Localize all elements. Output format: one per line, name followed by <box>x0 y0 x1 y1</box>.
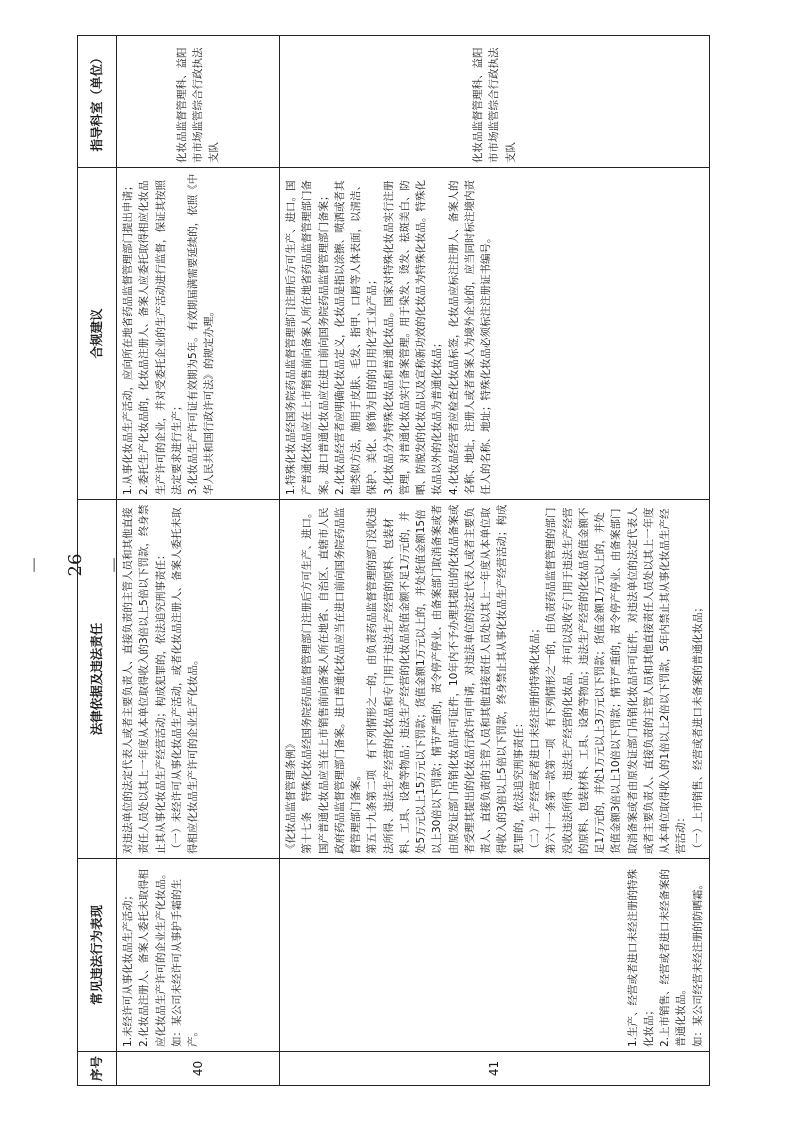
row-dept: 化妆品监督管理科、益阳市市场监管综合行政执法支队 <box>117 36 280 168</box>
row-seq: 41 <box>280 1052 710 1086</box>
row-behavior <box>117 859 280 1052</box>
legal-paragraph: （一）上市销售、经营或者进口未备案的普通化妆品； <box>691 602 704 854</box>
legal-paragraph: （一）未经许可从事化妆品生产活动，或者化妆品注册人、备案人委托未取得相应化妆品生产许可的企业生产化妆品。 <box>170 507 200 854</box>
legal-paragraph: 第五十九条第二项 有下列情形之一的，由负责药品监督管理的部门没收违法所得、违法生产经营的化妆品和专门用于违法生产经营的原料、包装材料、工具、设备等物品；违法生产经营的化妆品货值金额不足1万元的，并处5万元以上15万元以下罚款；货值金额1万元以上的，并处货值金额15倍以上30倍以下罚款；情节严重的，责令停产停业、由备案部门取消备案或者由原发证部门吊销化妆品许可证件，10年内不予办理其提出的化妆品备案或者受理其提出的化妆品行政许可申请，对违法单位的法定代表人或者主要负责人、直接负责的主管人员和其他直接责任人员处以其上一年度从本单位取得收入的3倍以上5倍以下罚款，终身禁止其从事化妆品生产经营活动；构成犯罪的，依法追究刑事责任： <box>366 504 525 854</box>
header-seq: 序号 <box>78 1052 117 1086</box>
row-legal <box>280 500 710 859</box>
table-row <box>117 36 280 1086</box>
legal-paragraph: 《化妆品监督管理条例》 <box>285 738 297 854</box>
row-legal <box>117 500 280 859</box>
row-seq: 40 <box>117 1052 280 1086</box>
advice-paragraph: 4.化妆品经营者应检查化妆品标签，化妆品应标注注册人、备案人的名称、地址，注册人或者备案人为境外企业的，应当同时标注境内责任人的名称、地址；特殊化妆品必须标注注册证书编号。 <box>447 180 493 495</box>
behavior-example: 如：某公司经营未经注册的防晒霜。 <box>691 879 704 1047</box>
legal-paragraph: 对违法单位的法定代表人或者主要负责人、直接负责的主管人员和其他直接责任人员处以其上一年度从本单位取得收入的3倍以上5倍以下罚款，终身禁止其从事化妆品生产经营活动；构成犯罪的，依法追究刑事责任： <box>122 504 167 854</box>
header-behavior: 常见违法行为表现 <box>78 859 117 1052</box>
page-number: － 26 － <box>25 553 126 577</box>
advice-paragraph: 3.化妆品生产许可证有效期为5年。有效期届满需要延续的，依照《中华人民共和国行政许可法》的规定办理。 <box>187 173 216 495</box>
regulation-table <box>77 35 710 1086</box>
advice-paragraph: 2.委托生产化妆品的，化妆品注册人、备案人应委托取得相应化妆品生产许可的企业，并对受委托企业的生产活动进行监督，保证其按照法定要求进行生产； <box>138 180 183 495</box>
behavior-example: 如：某公司未经许可从事护手霜的生产。 <box>170 879 200 1047</box>
row-advice <box>117 168 280 500</box>
legal-paragraph: 第六十一条第一款第一项 有下列情形之一的，由负责药品监督管理的部门没收违法所得、违法生产经营的化妆品，并可以没收专门用于违法生产经营的原料、包装材料、工具、设备等物品；违法生产经营的化妆品货值金额不足1万元的，并处1万元以上3万元以下罚款；货值金额1万元以上的，并处货值金额3倍以上10倍以下罚款；情节严重的，责令停产停业、由备案部门取消备案或者由原发证部门吊销化妆品许可证件，对违法单位的法定代表人或者主要负责人、直接负责的主管人员和其他直接责任人员处以其上一年度从本单位取得收入的1倍以上2倍以下罚款，5年内禁止其从事化妆品生产经营活动： <box>545 507 688 854</box>
row-advice <box>280 168 710 500</box>
legal-paragraph: （二）生产经营或者进口未经注册的特殊化妆品； <box>528 623 541 854</box>
row-behavior <box>280 859 710 1052</box>
advice-paragraph: 1.特殊化妆品经国务院药品监督管理部门注册后方可生产、进口。国产普通化妆品应在上市销售前向备案人所在地省药品监督管理部门备案。进口普通化妆品应在进口前向国务院药品监督管理部门备案； <box>285 180 330 495</box>
header-advice: 合规建议 <box>78 168 117 500</box>
header-dept: 指导科室（单位） <box>78 36 117 168</box>
legal-paragraph: 第十七条 特殊化妆品经国务院药品监督管理部门注册后方可生产、进口。国产普通化妆品应当在上市销售前向备案人所在地省、自治区、直辖市人民政府药品监督管理部门备案。进口普通化妆品应当在进口前向国务院药品监督管理部门备案。 <box>301 507 363 854</box>
behavior-line: 1.未经许可从事化妆品生产活动； <box>122 889 134 1047</box>
advice-paragraph: 2.化妆品经营者应明确化妆品定义，化妆品是指以涂擦、喷洒或者其他类似方法，施用于皮肤、毛发、指甲、口唇等人体表面，以清洁、保护、美化、修饰为目的的日用化学工业产品； <box>333 180 379 495</box>
behavior-line: 1.生产、经营或者进口未经注册的特殊化妆品； <box>626 868 655 1047</box>
header-legal: 法律依据及违法责任 <box>78 500 117 859</box>
table-row <box>280 36 710 1086</box>
advice-paragraph: 3.化妆品分为特殊化妆品和普通化妆品。国家对特殊化妆品实行注册管理，对普通化妆品实行备案管理。用于染发、烫发、祛斑美白、防晒、防脱发的化妆品以及宣称新功效的化妆品为特殊化妆品。特殊化妆品以外的化妆品为普通化妆品； <box>382 180 444 495</box>
advice-paragraph: 1.从事化妆品生产活动，应向所在地省药品监督管理部门提出申请； <box>122 180 134 495</box>
behavior-line: 2.化妆品注册人、备案人委托未取得相应化妆品生产许可的企业生产化妆品。 <box>138 868 167 1047</box>
row-dept: 化妆品监督管理科、益阳市市场监管综合行政执法支队 <box>280 36 710 168</box>
rotated-table-container <box>77 36 704 1086</box>
behavior-line: 2.上市销售、经营或者进口未经备案的普通化妆品。 <box>659 868 688 1047</box>
